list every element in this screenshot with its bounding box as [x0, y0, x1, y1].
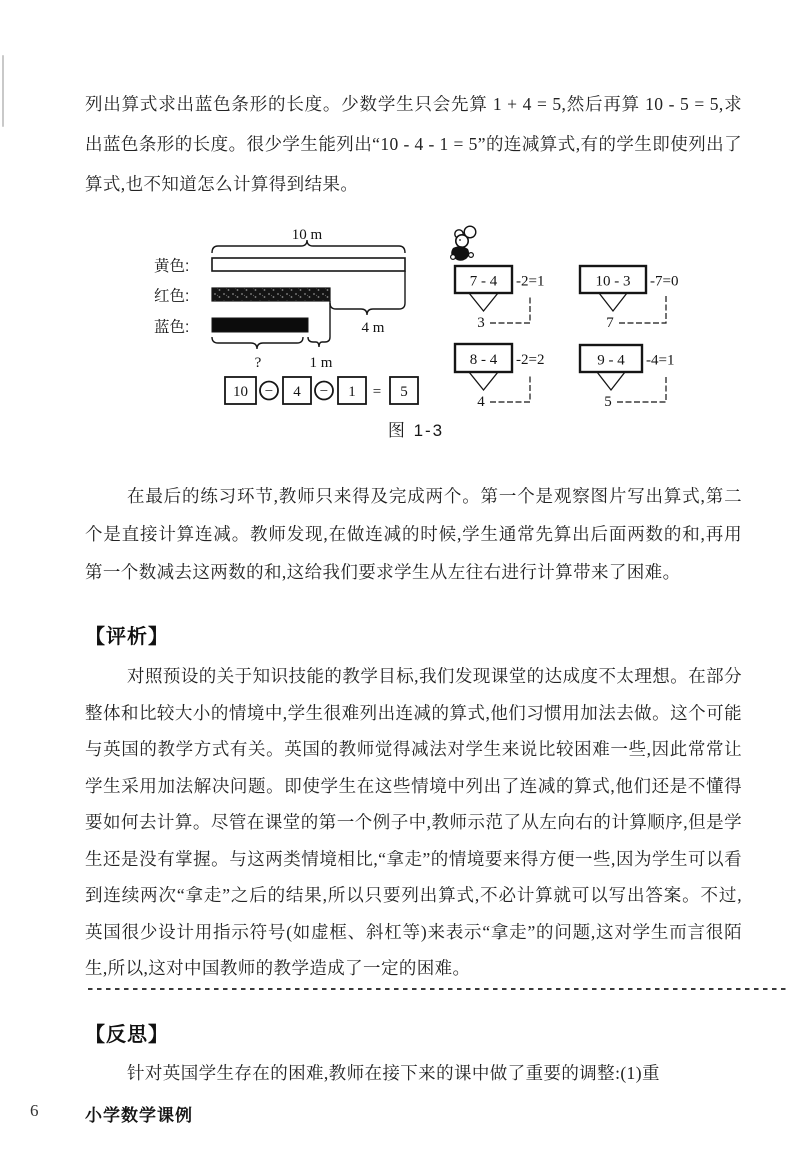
- section-header-comment: 【评析】: [85, 626, 169, 648]
- calc-diagram-3: [455, 344, 544, 410]
- equation-n3: 1: [348, 384, 356, 400]
- diff-4m-label: 4 m: [361, 320, 385, 336]
- blue-bar-label: 蓝色:: [154, 319, 190, 336]
- calc-result-3-text: 4: [477, 394, 485, 410]
- calc-connector-4: [617, 375, 666, 402]
- total-length-label: 10 m: [291, 227, 323, 243]
- calc-diagram-2: [580, 266, 678, 331]
- calc-box-1-text: 7 - 4: [469, 273, 498, 290]
- section-header-reflection: 【反思】: [85, 1024, 169, 1046]
- calc-chain-3-text: -2=2: [516, 352, 545, 368]
- red-bar-label: 红色:: [154, 288, 190, 305]
- brace-4m: [330, 303, 405, 315]
- cartoon-mascot-icon: [451, 226, 476, 261]
- calc-box-4-text: 9 - 4: [597, 352, 625, 369]
- blue-bar: [212, 318, 308, 332]
- equation-n1: 10: [233, 384, 248, 400]
- equation-op2: −: [319, 383, 329, 400]
- paragraph-reflection: 针对英国学生存在的困难,教师在接下来的课中做了重要的调整:(1)重: [127, 1063, 660, 1083]
- paragraph-comment: 对照预设的关于知识技能的教学目标,我们发现课堂的达成度不太理想。在部分整体和比较大小的情境中,学生很难列出连减的算式,他们习惯用加法去做。这个可能与英国的教学方式有关。英国的教师觉得减法对学生来说比较困难一些,因此常常让学生采用加法解决问题。即使学生在这些情境中列出了连减的算式,他们还是不懂得要如何去计算。尽管在课堂的第一个例子中,教师示范了从左向右的计算顺序,但是学生还是没有掌握。与这两类情境相比,“拿走”的情境要来得方便一些,因为学生可以看到连续两次“拿走”之后的结果,所以只要列出算式,不必计算就可以写出答案。不过,英国很少设计用指示符号(如虚框、斜杠等)来表示“拿走”的问题,这对学生而言很陌生,所以,这对中国教师的教学造成了一定的困难。: [85, 666, 742, 978]
- bar-diagram: [154, 227, 405, 371]
- red-bar: [212, 288, 330, 301]
- yellow-bar-label: 黄色:: [154, 258, 190, 275]
- unknown-length-label: ?: [254, 355, 262, 371]
- calc-funnel-2: [599, 293, 627, 311]
- calc-result-2-text: 7: [606, 315, 614, 331]
- brace-unknown: [212, 337, 303, 349]
- yellow-bar: [212, 258, 405, 271]
- calc-diagram-1: [455, 266, 544, 331]
- calc-box-2-text: 10 - 3: [595, 273, 631, 290]
- paragraph-top: 列出算式求出蓝色条形的长度。少数学生只会先算 1 + 4 = 5,然后再算 10 - 5 = 5,求出蓝色条形的长度。很少学生能列出“10 - 4 - 1 = 5”的连减算式,有的学生即使列出了算式,也不知道怎么计算得到结果。: [85, 94, 742, 194]
- calc-connector-1: [490, 296, 530, 323]
- equation-op1: −: [264, 383, 274, 400]
- calc-chain-1-text: -2=1: [516, 273, 545, 290]
- figure-1-3-svg: [78, 222, 722, 414]
- figure-caption: 图 1-3: [387, 421, 445, 440]
- calc-box-3-text: 8 - 4: [469, 352, 498, 368]
- dashed-divider: [88, 988, 788, 990]
- equation-equals: =: [372, 384, 382, 400]
- page-number: 6: [30, 1101, 39, 1120]
- calc-funnel-1: [469, 293, 498, 311]
- calc-chain-4-text: -4=1: [646, 352, 675, 369]
- calc-diagram-4: [580, 345, 674, 410]
- calc-result-1-text: 3: [477, 315, 485, 331]
- calc-connector-3: [490, 375, 530, 402]
- calc-connector-2: [619, 296, 666, 323]
- brace-1m: [308, 337, 330, 347]
- equation-result: 5: [400, 384, 408, 400]
- calc-funnel-3: [469, 372, 498, 390]
- calc-result-4-text: 5: [604, 394, 612, 410]
- equation-n2: 4: [293, 384, 301, 400]
- scan-edge-artifact: [2, 55, 4, 127]
- calc-funnel-4: [597, 372, 625, 390]
- figure-1-3: [78, 222, 722, 414]
- calc-chain-2-text: -7=0: [650, 273, 679, 290]
- paragraph-after-figure: 在最后的练习环节,教师只来得及完成两个。第一个是观察图片写出算式,第二个是直接计算连减。教师发现,在做连减的时候,学生通常先算出后面两数的和,再用第一个数减去这两数的和,这给我们要求学生从左往右进行计算带来了困难。: [85, 486, 742, 582]
- page-footer: [0, 1101, 790, 1131]
- equation-boxes: [225, 377, 418, 404]
- book-title: 小学数学课例: [85, 1106, 193, 1125]
- diff-1m-label: 1 m: [309, 355, 333, 371]
